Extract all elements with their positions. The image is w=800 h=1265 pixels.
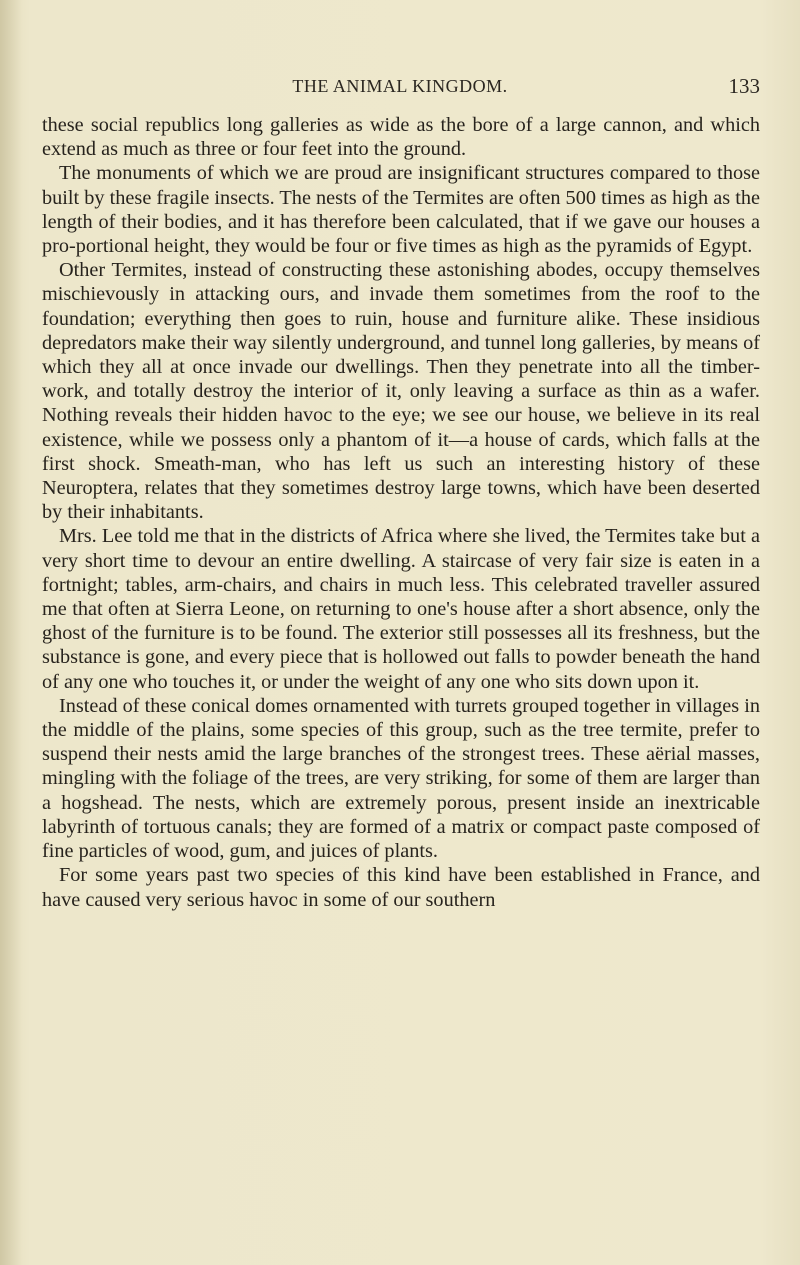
- running-head: [0, 76, 800, 102]
- paragraph-3: Other Termites, instead of constructing these astonishing abodes, occupy themselves mischievously in attacking ours, and invade them sometimes from the roof to the foundation; everything then goes to ruin, house and furniture alike. These insidious depredators make their way silently underground, and tunnel long galleries, by means of which they all at once invade our dwellings. Then they penetrate into all the timber-work, and totally destroy the interior of it, only leaving a surface as thin as a wafer. Nothing reveals their hidden havoc to the eye; we see our house, we believe in its real existence, while we possess only a phantom of it—a house of cards, which falls at the first shock. Smeath-man, who has left us such an interesting history of these Neuroptera, relates that they sometimes destroy large towns, which have been deserted by their inhabitants.: [42, 259, 760, 524]
- paragraph-6: For some years past two species of this kind have been established in France, and have caused very serious havoc in some of our southern: [42, 864, 760, 911]
- page-number: 133: [728, 74, 760, 98]
- gutter-shadow: [0, 0, 22, 1265]
- running-title: THE ANIMAL KINGDOM.: [292, 76, 508, 96]
- paragraph-2: The monuments of which we are proud are insignificant structures compared to those built by these fragile insects. The nests of the Termites are often 500 times as high as the length of their bodies, and it has therefore been calculated, that if we gave our houses a pro-portional height, they would be four or five times as high as the pyramids of Egypt.: [42, 162, 760, 258]
- paragraph-4: Mrs. Lee told me that in the districts of Africa where she lived, the Termites take but a very short time to devour an entire dwelling. A staircase of very fair size is eaten in a fortnight; tables, arm-chairs, and chairs in much less. This celebrated traveller assured me that often at Sierra Leone, on returning to one's house after a short absence, only the ghost of the furniture is to be found. The exterior still possesses all its freshness, but the substance is gone, and every piece that is hollowed out falls to powder beneath the hand of any one who touches it, or under the weight of any one who sits down upon it.: [42, 525, 760, 693]
- paragraph-1: these social republics long galleries as wide as the bore of a large cannon, and which extend as much as three or four feet into the ground.: [42, 114, 760, 161]
- body-text: [42, 113, 760, 912]
- paragraph-5: Instead of these conical domes ornamented with turrets grouped together in villages in the middle of the plains, some species of this group, such as the tree termite, prefer to suspend their nests amid the large branches of the strongest trees. These aërial masses, mingling with the foliage of the trees, are very striking, for some of them are larger than a hogshead. The nests, which are extremely porous, present inside an inextricable labyrinth of tortuous canals; they are formed of a matrix or compact paste composed of fine particles of wood, gum, and juices of plants.: [42, 694, 760, 863]
